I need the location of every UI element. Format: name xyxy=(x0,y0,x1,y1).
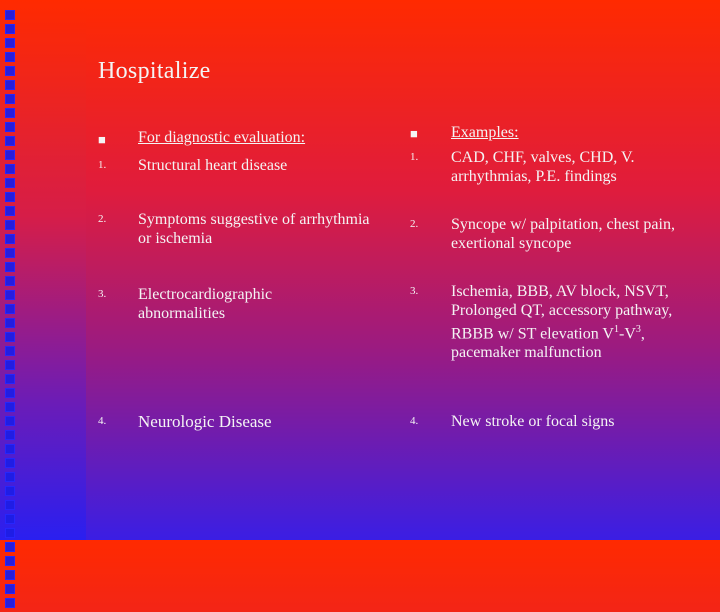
superscript: 3 xyxy=(635,324,641,335)
decor-square xyxy=(5,10,15,20)
decor-square xyxy=(5,276,15,286)
right-item-number: 1. xyxy=(410,151,419,163)
decor-square xyxy=(5,94,15,104)
decor-square xyxy=(5,248,15,258)
right-item-text-a: Ischemia, BBB, AV block, NSVT, Prolonged QT, accessory pathway, RBBB w/ ST elevation V xyxy=(451,283,673,343)
right-item-text xyxy=(451,282,696,362)
left-item-text: Electrocardiographic abnormalities xyxy=(138,286,273,322)
decor-square xyxy=(5,556,15,566)
decor-square xyxy=(5,514,15,524)
decor-square xyxy=(5,584,15,594)
right-item-number: 3. xyxy=(410,285,419,297)
decor-square xyxy=(5,542,15,552)
decor-square xyxy=(5,206,15,216)
right-heading: Examples: xyxy=(451,124,519,141)
decor-square xyxy=(5,52,15,62)
decor-square xyxy=(5,318,15,328)
decor-square xyxy=(5,80,15,90)
decor-square xyxy=(5,486,15,496)
decor-square xyxy=(5,192,15,202)
decor-square xyxy=(5,164,15,174)
decor-square xyxy=(5,500,15,510)
right-item-text: Syncope w/ palpitation, chest pain, exertional syncope xyxy=(451,216,675,252)
right-item-text: CAD, CHF, valves, CHD, V. arrhythmias, P.E. findings xyxy=(451,149,635,185)
right-item-number: 4. xyxy=(410,415,419,427)
left-heading: For diagnostic evaluation: xyxy=(138,129,306,146)
decor-square xyxy=(5,38,15,48)
square-bullets-decoration xyxy=(5,10,17,612)
superscript: 1 xyxy=(613,324,619,335)
decor-square xyxy=(5,528,15,538)
decor-square xyxy=(5,304,15,314)
right-item-text-b: , pacemaker malfunction xyxy=(451,325,645,362)
decor-square xyxy=(5,416,15,426)
decor-square xyxy=(5,136,15,146)
bullet-square-icon: ■ xyxy=(410,126,418,141)
bullet-square-icon: ■ xyxy=(98,132,106,147)
left-item-number: 3. xyxy=(98,288,107,300)
right-item-text: New stroke or focal signs xyxy=(451,413,615,430)
decor-square xyxy=(5,24,15,34)
left-item-number: 2. xyxy=(98,213,107,225)
left-item-text: Symptoms suggestive of arrhythmia or ischemia xyxy=(138,211,370,247)
decor-square xyxy=(5,66,15,76)
decor-square xyxy=(5,458,15,468)
right-item-text-mid: -V xyxy=(618,325,636,343)
decor-square xyxy=(5,444,15,454)
right-item-number: 2. xyxy=(410,218,419,230)
decor-square xyxy=(5,472,15,482)
decor-square xyxy=(5,150,15,160)
decor-square xyxy=(5,402,15,412)
decor-square xyxy=(5,388,15,398)
decor-square xyxy=(5,122,15,132)
decor-square xyxy=(5,234,15,244)
decor-square xyxy=(5,108,15,118)
decor-square xyxy=(5,430,15,440)
slide-title: Hospitalize xyxy=(98,58,211,84)
decor-square xyxy=(5,346,15,356)
decorative-stripe xyxy=(0,0,86,540)
decor-square xyxy=(5,178,15,188)
decor-square xyxy=(5,220,15,230)
decor-square xyxy=(5,360,15,370)
decor-square xyxy=(5,598,15,608)
left-item-text: Neurologic Disease xyxy=(138,412,272,431)
left-item-text: Structural heart disease xyxy=(138,157,288,174)
left-item-number: 1. xyxy=(98,159,107,171)
left-item-number: 4. xyxy=(98,415,107,427)
decor-square xyxy=(5,262,15,272)
decor-square xyxy=(5,374,15,384)
decor-square xyxy=(5,570,15,580)
decor-square xyxy=(5,290,15,300)
decor-square xyxy=(5,332,15,342)
